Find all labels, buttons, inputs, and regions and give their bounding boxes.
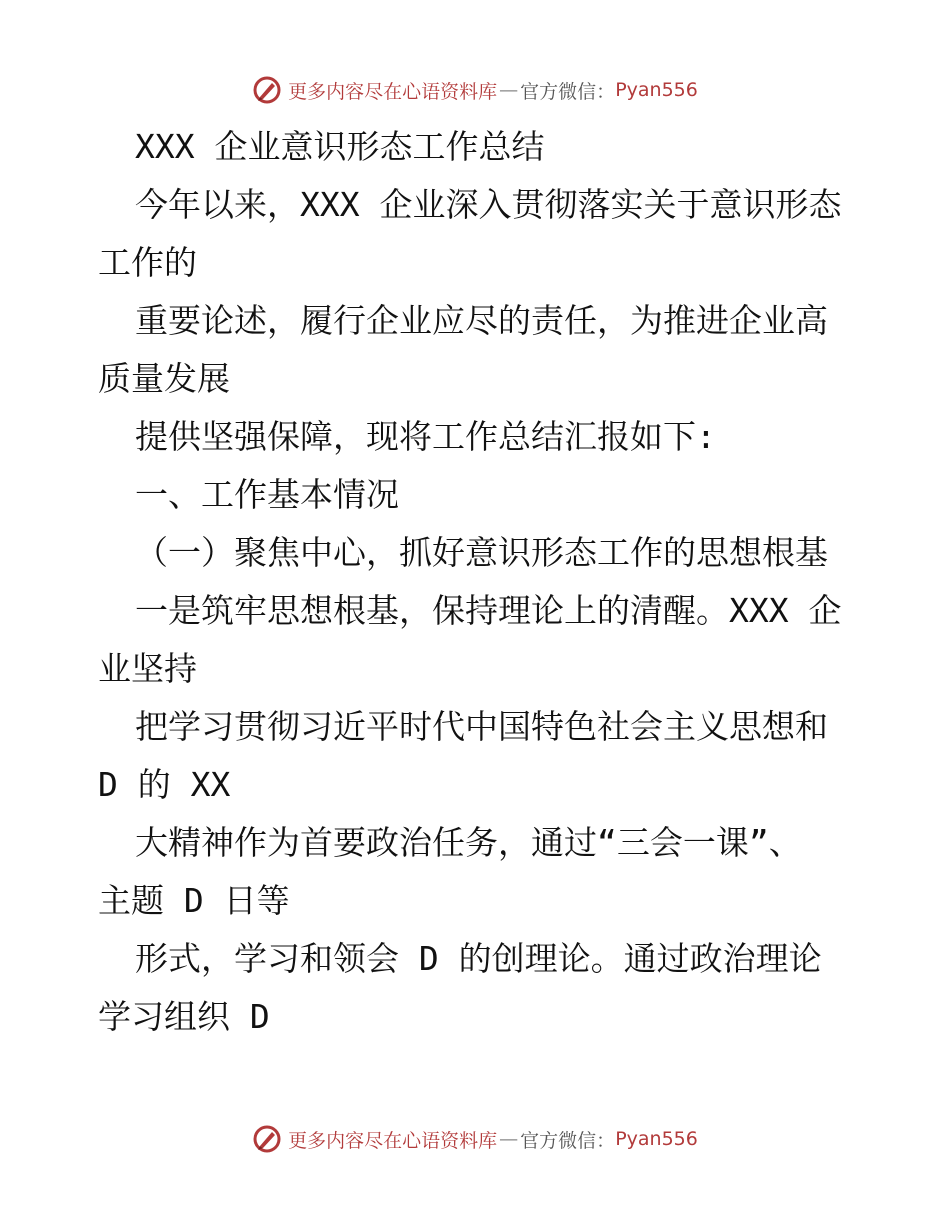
text-line: 一、工作基本情况 — [135, 475, 399, 514]
text-line: 业坚持 — [98, 649, 197, 688]
text-line: 大精神作为首要政治任务，通过“三会一课”、 — [135, 823, 802, 862]
footer-watermark — [0, 1119, 950, 1159]
header-watermark — [0, 70, 950, 110]
text-line: 形式，学习和领会 D 的创理论。通过政治理论 — [135, 939, 822, 978]
text-line: 学习组织 D — [98, 997, 270, 1036]
watermark-separator: — — [499, 1128, 519, 1150]
watermark-brand: 更多内容尽在心语资料库 — [288, 1129, 498, 1152]
text-line: 今年以来，XXX 企业深入贯彻落实关于意识形态 — [135, 185, 842, 224]
watermark-wechat-id: Pyan556 — [615, 1128, 698, 1150]
text-line: 重要论述，履行企业应尽的责任，为推进企业高 — [135, 301, 828, 340]
watermark-wechat-label: 官方微信： — [520, 1129, 616, 1152]
watermark-brand: 更多内容尽在心语资料库 — [288, 80, 498, 103]
watermark-wechat-label: 官方微信： — [520, 80, 616, 103]
text-line: 提供坚强保障，现将工作总结汇报如下: — [135, 417, 716, 456]
text-line: D 的 XX — [98, 765, 231, 804]
text-line: 主题 D 日等 — [98, 881, 290, 920]
text-line: 一是筑牢思想根基，保持理论上的清醒。XXX 企 — [135, 591, 842, 630]
text-line: 质量发展 — [98, 359, 230, 398]
text-line: （一）聚焦中心，抓好意识形态工作的思想根基 — [135, 533, 828, 572]
document-body — [98, 118, 858, 1046]
watermark-wechat-id: Pyan556 — [615, 79, 698, 101]
text-line: 把学习贯彻习近平时代中国特色社会主义思想和 — [135, 707, 828, 746]
pen-logo-icon — [252, 75, 282, 105]
pen-logo-icon — [252, 1124, 282, 1154]
text-line: 工作的 — [98, 243, 197, 282]
text-line: XXX 企业意识形态工作总结 — [135, 127, 545, 166]
watermark-separator: — — [499, 79, 519, 101]
